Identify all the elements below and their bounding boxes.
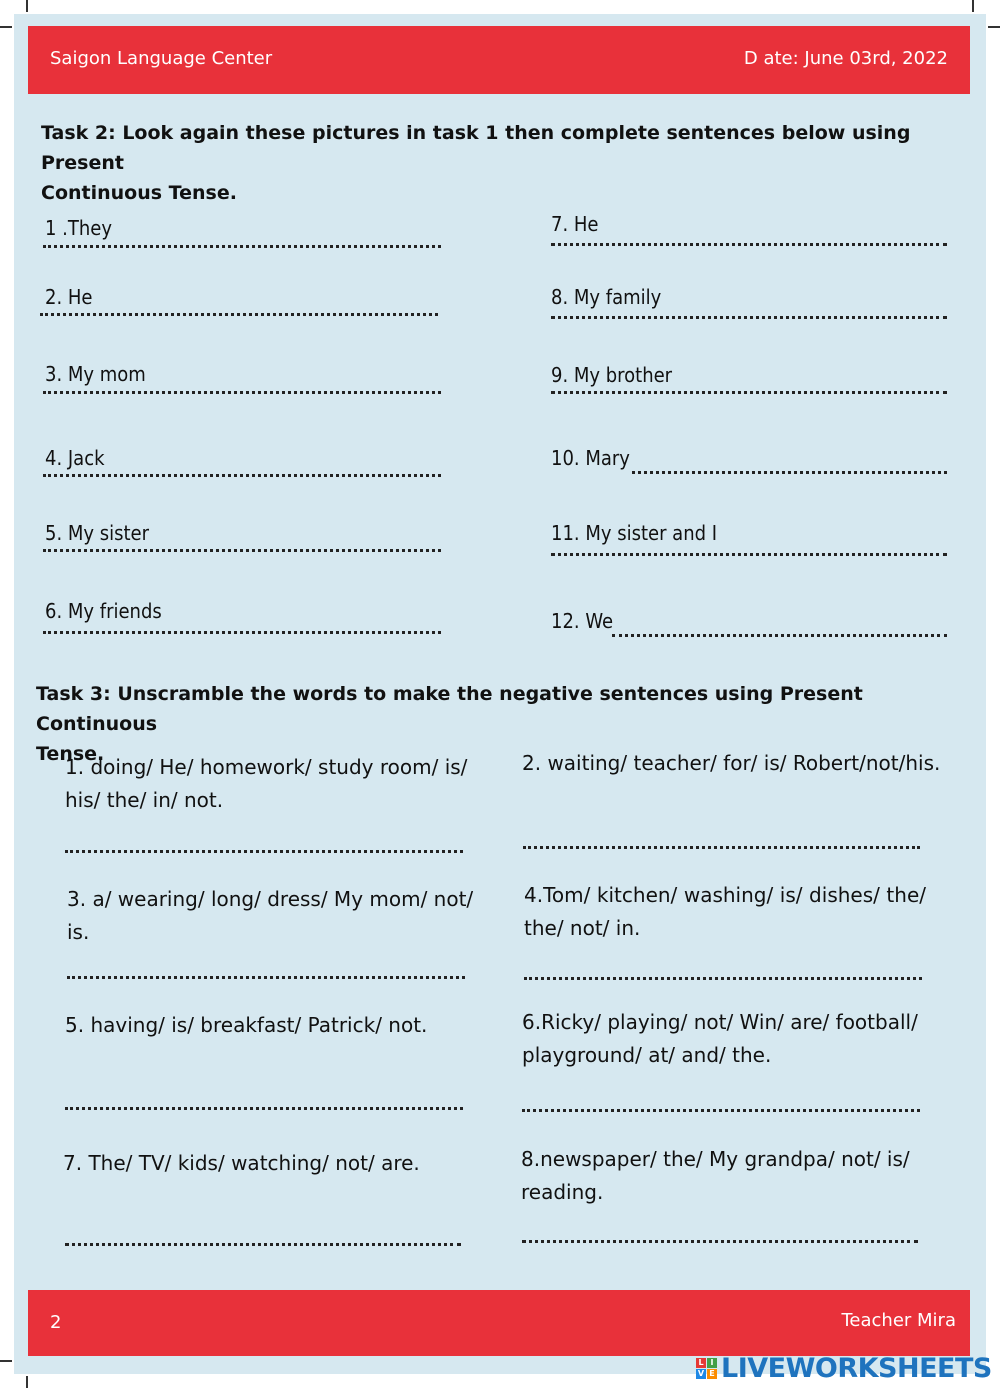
task3-item: 8.newspaper/ the/ My grandpa/ not/ is/ reading. <box>521 1147 910 1204</box>
task3-title-line: Task 3: Unscramble the words to make the negative sentences using Present Continuous <box>36 683 863 735</box>
task2-prompt: 5. My sister <box>45 521 150 545</box>
answer-line[interactable] <box>43 549 441 552</box>
logo-mark-letter: I <box>707 1358 717 1368</box>
answer-line[interactable] <box>522 1109 920 1112</box>
task3-item: 7. The/ TV/ kids/ watching/ not/ are. <box>63 1151 420 1175</box>
task3-item: 5. having/ is/ breakfast/ Patrick/ not. <box>65 1013 428 1037</box>
answer-line[interactable] <box>551 391 947 394</box>
logo-mark-icon <box>696 1358 717 1379</box>
task2-prompt: 4. Jack <box>45 446 105 470</box>
teacher-name: Teacher Mira <box>841 1310 956 1331</box>
task3-item: 4.Tom/ kitchen/ washing/ is/ dishes/ the/ the/ not/ in. <box>524 883 926 940</box>
task2-prompt: 7. He <box>551 212 599 236</box>
logo-text: LIVEWORKSHEETS <box>721 1352 992 1384</box>
answer-line[interactable] <box>43 631 441 634</box>
logo-mark-letter: V <box>697 1368 705 1378</box>
task2-title-line: Task 2: Look again these pictures in task 1 then complete sentences below using Present <box>41 122 911 174</box>
task2-prompt: 1 .They <box>45 216 112 240</box>
task2-prompt: 3. My mom <box>45 362 146 386</box>
answer-line[interactable] <box>522 1240 918 1243</box>
task2-prompt: 12. We <box>551 609 614 633</box>
task2-prompt: 9. My brother <box>551 363 673 387</box>
task3-item: 6.Ricky/ playing/ not/ Win/ are/ football/ playground/ at/ and/ the. <box>522 1010 918 1067</box>
footer-band <box>28 1290 970 1356</box>
answer-line[interactable] <box>67 976 465 979</box>
logo-mark-letter: E <box>707 1369 717 1379</box>
task2-title <box>41 118 961 208</box>
answer-line[interactable] <box>65 850 463 853</box>
task2-prompt: 10. Mary <box>551 446 630 470</box>
task3-title-line: Tense. <box>36 743 105 765</box>
task3-item: 1. doing/ He/ homework/ study room/ is/ his/ the/ in/ not. <box>65 755 468 812</box>
page-number: 2 <box>50 1312 62 1333</box>
school-name: Saigon Language Center <box>50 48 273 69</box>
header-band <box>28 26 970 94</box>
answer-line[interactable] <box>632 471 947 474</box>
answer-line[interactable] <box>524 977 922 980</box>
answer-line[interactable] <box>551 243 947 246</box>
crop-mark <box>0 1360 12 1362</box>
crop-mark <box>26 0 28 12</box>
answer-line[interactable] <box>43 245 441 248</box>
task3-item: 3. a/ wearing/ long/ dress/ My mom/ not/ is. <box>67 887 474 944</box>
task2-prompt: 11. My sister and I <box>551 521 718 545</box>
task2-prompt: 8. My family <box>551 285 662 309</box>
answer-line[interactable] <box>612 634 947 637</box>
task3-item: 2. waiting/ teacher/ for/ is/ Robert/not/his. <box>522 751 941 775</box>
liveworksheets-logo[interactable] <box>696 1352 992 1384</box>
task2-prompt: 6. My friends <box>45 599 162 623</box>
answer-line[interactable] <box>65 1107 463 1110</box>
answer-line[interactable] <box>43 474 441 477</box>
task2-prompt: 2. He <box>45 285 93 309</box>
answer-line[interactable] <box>551 316 947 319</box>
answer-line[interactable] <box>43 391 441 394</box>
crop-mark <box>988 26 1000 28</box>
answer-line[interactable] <box>40 313 438 316</box>
answer-line[interactable] <box>551 553 947 556</box>
crop-mark <box>972 0 974 12</box>
answer-line[interactable] <box>523 846 920 849</box>
task2-title-line: Continuous Tense. <box>41 182 237 204</box>
crop-mark <box>26 1376 28 1388</box>
date-label: D ate: June 03rd, 2022 <box>743 48 948 69</box>
answer-line[interactable] <box>65 1243 461 1246</box>
crop-mark <box>0 26 12 28</box>
logo-mark-letter: L <box>696 1358 706 1368</box>
